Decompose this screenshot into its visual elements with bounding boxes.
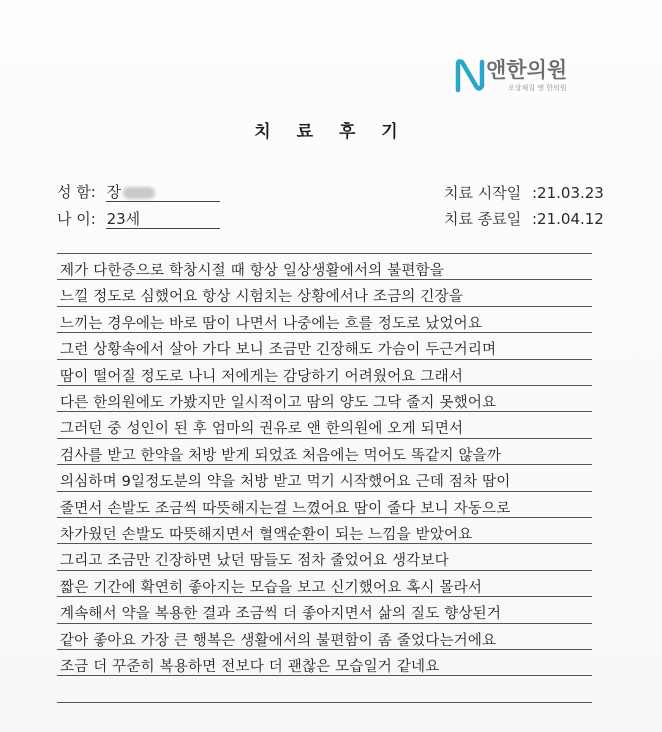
ruled-line	[57, 438, 592, 439]
clinic-logo-icon	[452, 56, 486, 96]
review-text-line: 줄면서 손발도 조금씩 따뜻해지는걸 느꼈어요 땀이 줄다 보니 자동으로	[60, 500, 511, 517]
review-text-line: 검사를 받고 한약을 처방 받게 되었죠 처음에는 먹어도 똑같지 않을까	[60, 447, 502, 464]
review-text-line: 짧은 기간에 확연히 좋아지는 모습을 보고 신기했어요 혹시 몰라서	[60, 579, 483, 596]
review-text-line: 제가 다한증으로 학창시절 때 항상 일상생활에서의 불편함을	[60, 263, 445, 279]
patient-age-label: 나 이:	[57, 210, 96, 228]
review-text-line: 다른 한의원에도 가봤지만 일시적이고 땀의 양도 그닥 줄지 못했어요	[60, 395, 497, 411]
treatment-end-label: 치료 종료일	[444, 210, 522, 228]
review-text-line: 땀이 떨어질 정도로 나니 저에게는 감당하기 어려웠어요 그래서	[60, 368, 464, 385]
review-text-line: 그러던 중 성인이 된 후 엄마의 권유로 앤 한의원에 오게 되면서	[60, 421, 464, 438]
review-text-line: 차가웠던 손발도 따뜻해지면서 혈액순환이 되는 느낌을 받았어요	[60, 527, 473, 543]
patient-name-underline	[106, 201, 220, 202]
ruled-line	[57, 491, 592, 492]
ruled-line	[57, 675, 592, 676]
patient-name-label: 성 함:	[57, 183, 96, 201]
ruled-line	[57, 411, 592, 412]
ruled-line	[57, 279, 592, 280]
ruled-line	[57, 253, 592, 254]
review-text-line: 느끼는 경우에는 바로 땀이 나면서 나중에는 흐를 정도로 났었어요	[60, 315, 483, 332]
review-text-line: 느낄 정도로 심했어요 항상 시험치는 상황에서나 조금의 긴장을	[60, 289, 464, 306]
patient-age-field	[57, 208, 140, 229]
treatment-end-value: :21.04.12	[532, 210, 604, 228]
document-title: 치 료 후 기	[254, 122, 408, 142]
ruled-line	[57, 332, 592, 333]
review-text-line: 계속해서 약을 복용한 결과 조금씩 더 좋아지면서 삶의 질도 향상된거	[60, 606, 502, 623]
ruled-line	[57, 596, 592, 597]
ruled-line	[57, 543, 592, 544]
ruled-line	[57, 517, 592, 518]
patient-name-field	[57, 181, 155, 202]
review-text-line: 조금 더 꾸준히 복용하면 전보다 더 괜찮은 모습일거 같네요	[60, 659, 440, 675]
treatment-start-field	[444, 182, 604, 203]
redacted-name-blur	[123, 187, 155, 199]
ruled-line	[57, 702, 592, 703]
clinic-logo-name: 앤한의원	[486, 58, 568, 82]
review-text-line: 그런 상황속에서 살아 가다 보니 조금만 긴장해도 가슴이 두근거리며	[60, 342, 497, 359]
ruled-line	[57, 649, 592, 650]
ruled-line	[57, 359, 592, 360]
ruled-line	[57, 306, 592, 307]
treatment-start-value: :21.03.23	[532, 184, 604, 202]
treatment-start-label: 치료 시작일	[444, 184, 522, 202]
treatment-end-field	[444, 208, 604, 229]
review-text-line: 의심하며 9일정도분의 약을 처방 받고 먹기 시작했어요 근데 점차 땀이	[60, 474, 511, 491]
clinic-logo	[452, 52, 592, 100]
patient-age-underline	[106, 228, 220, 229]
review-text-line: 같아 좋아요 가장 큰 행복은 생활에서의 불편함이 좀 줄었다는거에요	[60, 632, 497, 649]
review-text-line: 그리고 조금만 긴장하면 났던 땀들도 점차 줄었어요 생각보다	[60, 553, 449, 570]
ruled-line	[57, 464, 592, 465]
patient-age-value: 23세	[106, 210, 141, 228]
clinic-logo-subtitle: 오상채질 앤 한의원	[508, 84, 567, 92]
ruled-line	[57, 385, 592, 386]
ruled-line	[57, 570, 592, 571]
patient-name-value: 장	[106, 183, 122, 201]
ruled-line	[57, 623, 592, 624]
